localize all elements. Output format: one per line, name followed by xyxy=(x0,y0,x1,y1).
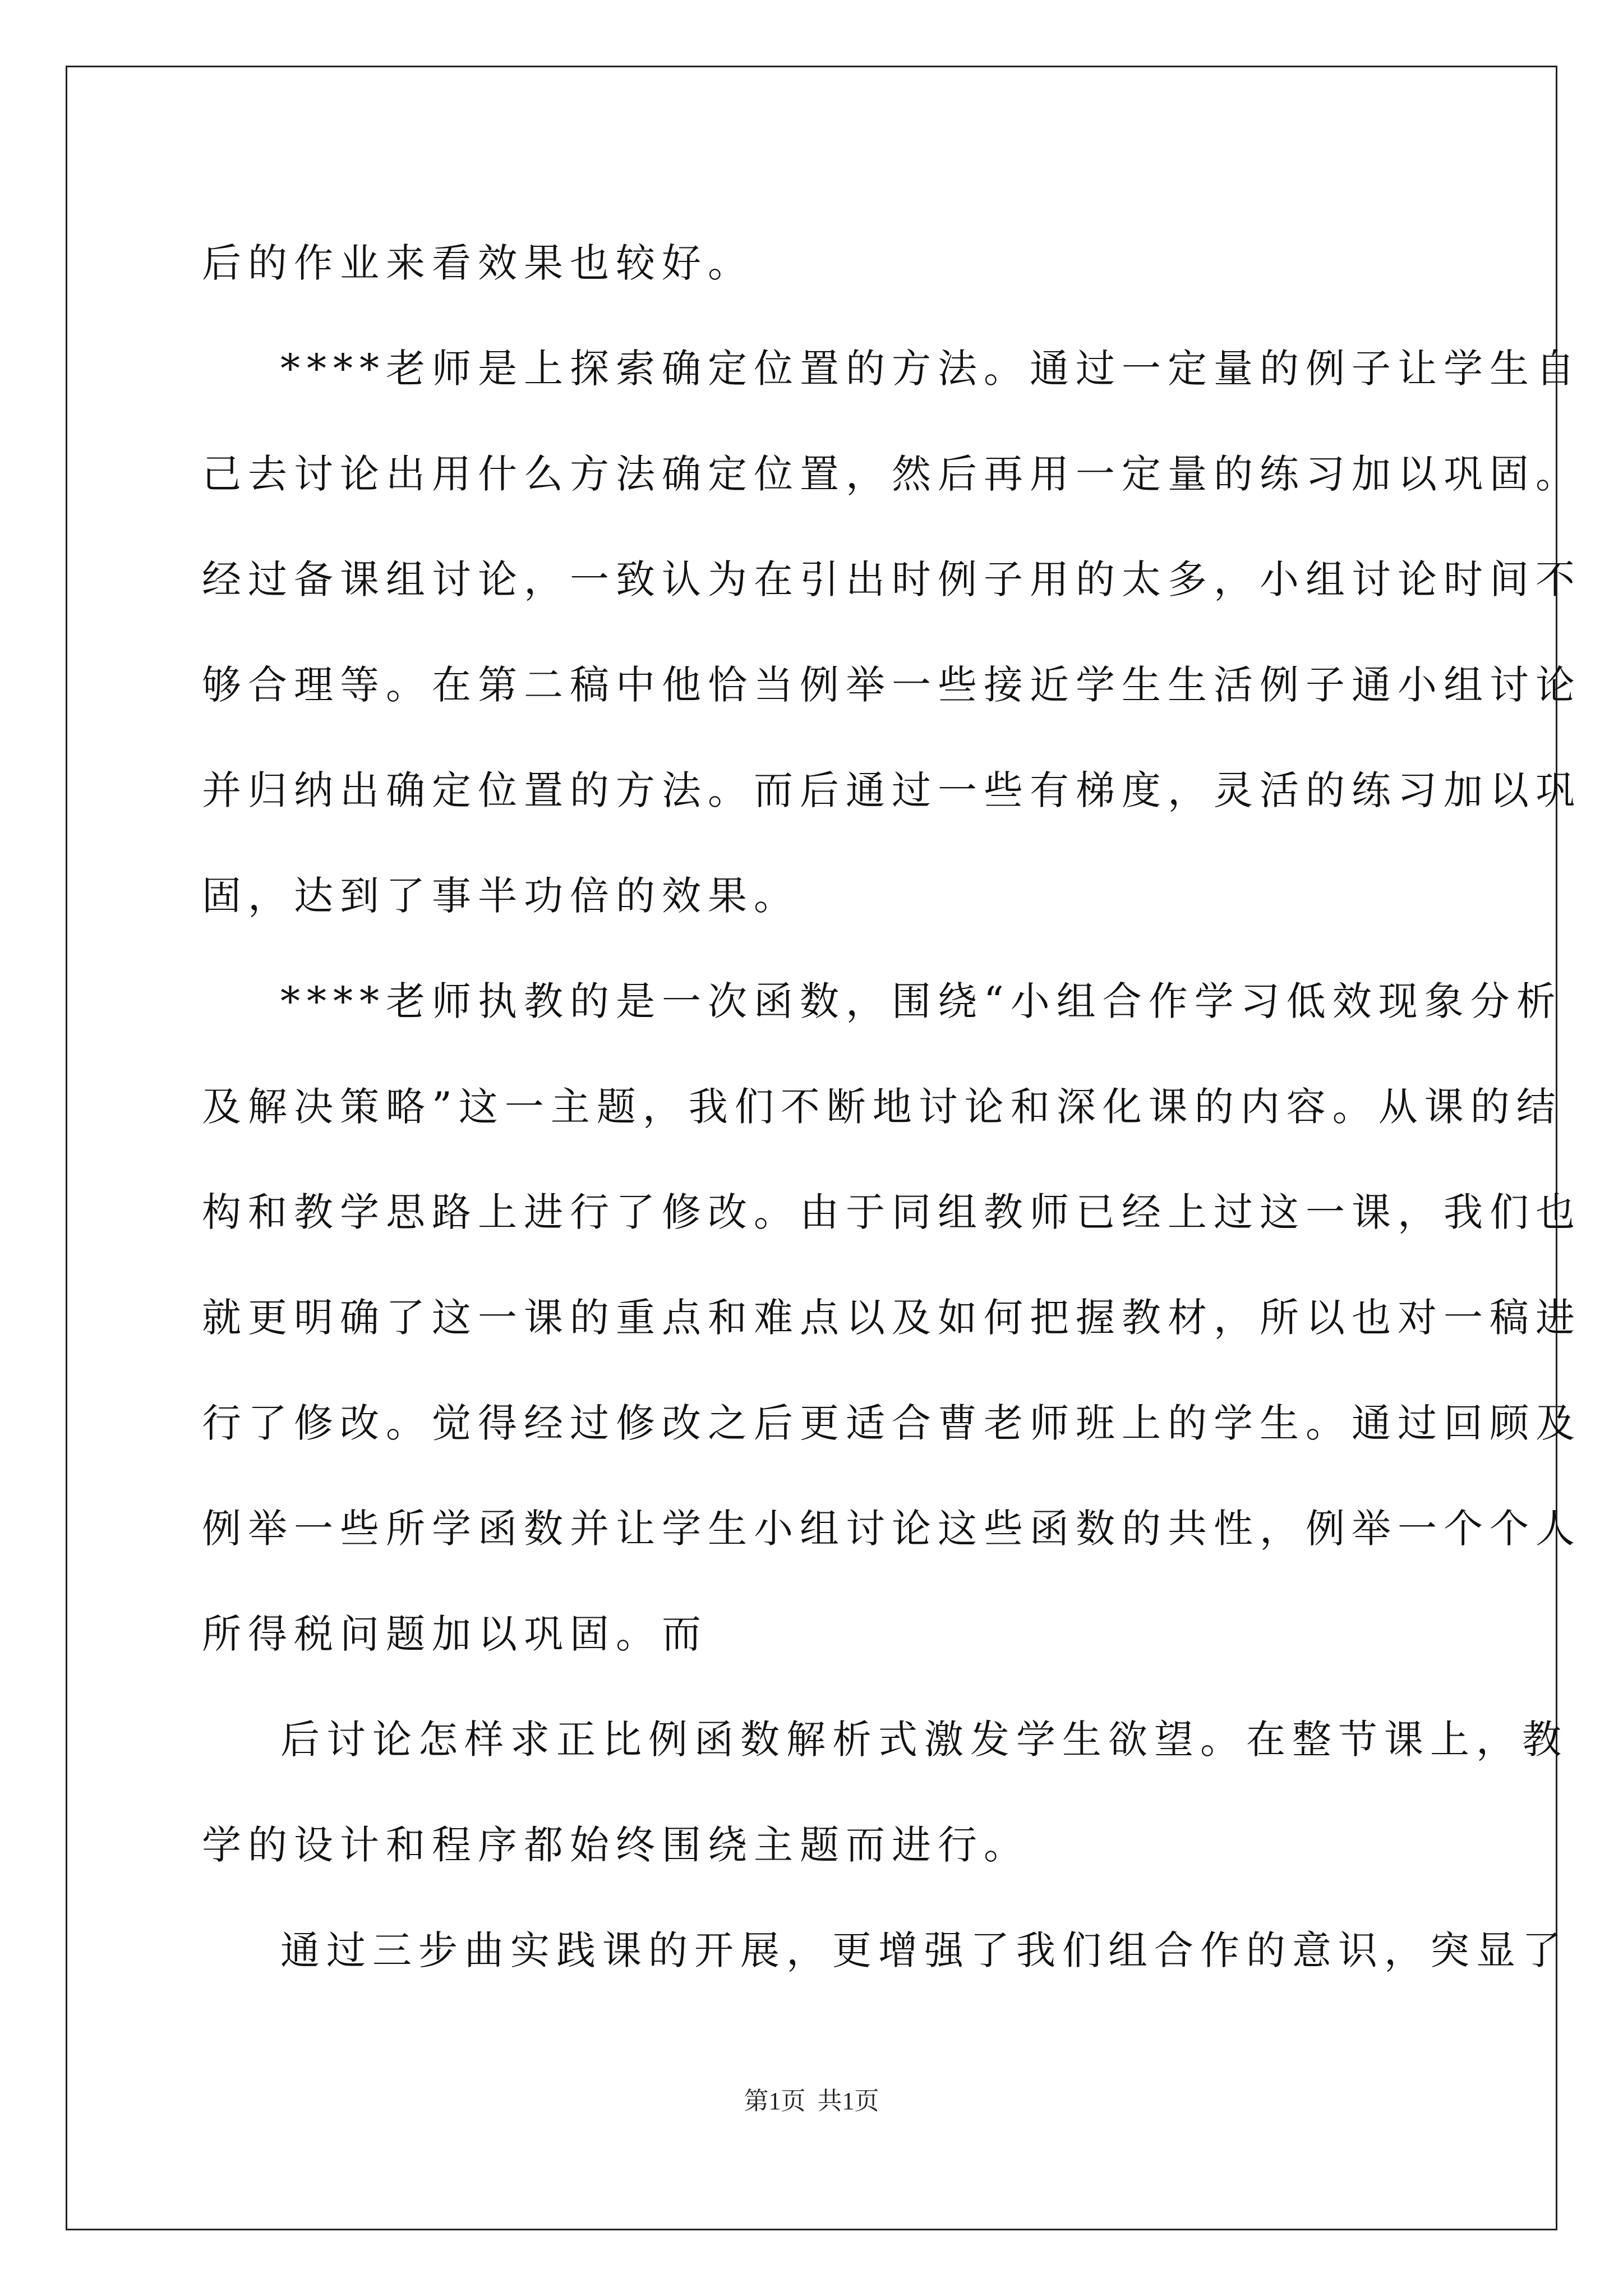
text-line: 固，达到了事半功倍的效果。 xyxy=(202,873,800,919)
text-line: 学的设计和程序都始终围绕主题而进行。 xyxy=(202,1822,1030,1868)
text-line: 后讨论怎样求正比例函数解析式激发学生欲望。在整节课上，教 xyxy=(280,1717,1568,1763)
document-body xyxy=(202,210,1581,2003)
text-line: 经过备课组讨论，一致认为在引出时例子用的太多，小组讨论时间不 xyxy=(202,556,1581,602)
text-line: 后的作业来看效果也较好。 xyxy=(202,240,754,286)
text-line: 并归纳出确定位置的方法。而后通过一些有梯度，灵活的练习加以巩 xyxy=(202,767,1581,813)
text-line: 够合理等。在第二稿中他恰当例举一些接近学生生活例子通小组讨论 xyxy=(202,662,1581,708)
text-line: 通过三步曲实践课的开展，更增强了我们组合作的意识，突显了 xyxy=(280,1927,1568,1973)
page-number-footer: 第1页 共1页 xyxy=(744,2087,879,2115)
text-line: 行了修改。觉得经过修改之后更适合曹老师班上的学生。通过回顾及 xyxy=(202,1400,1581,1446)
text-line: ****老师是上探索确定位置的方法。通过一定量的例子让学生自 xyxy=(280,346,1581,392)
text-line: 己去讨论出用什么方法确定位置，然后再用一定量的练习加以巩固。 xyxy=(202,451,1581,497)
text-line: 就更明确了这一课的重点和难点以及如何把握教材，所以也对一稿进 xyxy=(202,1295,1581,1341)
text-line: 构和教学思路上进行了修改。由于同组教师已经上过这一课，我们也 xyxy=(202,1189,1581,1235)
text-line: 所得税问题加以巩固。而 xyxy=(202,1611,708,1657)
text-line: 及解决策略”这一主题，我们不断地讨论和深化课的内容。从课的结 xyxy=(202,1084,1562,1130)
text-line: ****老师执教的是一次函数，围绕“小组合作学习低效现象分析 xyxy=(280,978,1562,1024)
text-line: 例举一些所学函数并让学生小组讨论这些函数的共性，例举一个个人 xyxy=(202,1506,1581,1552)
